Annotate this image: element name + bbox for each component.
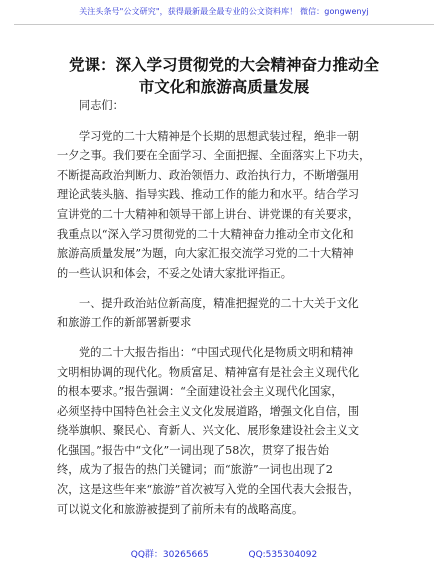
text-line: 可以说文化和旅游被提到了前所未有的战略高度。: [57, 502, 304, 516]
text-line: 不断提高政治判断力、政治领悟力、政治执行力，不断增强用: [57, 168, 360, 182]
text-line: 的根本要求。”报告强调：“全面建设社会主义现代化国家，: [57, 385, 343, 399]
salutation: 同志们：: [79, 99, 124, 112]
promo-header: 关注头条号"公文研究"，获得最新最全最专业的公文资料库！ 微信：gongwenyj: [79, 7, 369, 16]
text-line: 终，成为了报告的热门关键词；而“旅游”一词也出现了2: [57, 463, 333, 477]
text-line: 次，这是这些年来“旅游”首次被写入党的全国代表大会报告，: [57, 483, 360, 497]
text-line: 和旅游工作的新部署新要求: [57, 316, 192, 330]
text-line: 旅游高质量发展”为题，向大家汇报交流学习党的二十大精神: [57, 247, 354, 261]
text-line: 一夕之事。我们要在全面学习、全面把握、全面落实上下功夫，: [57, 149, 371, 163]
text-line: 党的二十大报告指出：“中国式现代化是物质文明和精神: [79, 345, 354, 359]
paragraph-report: [57, 343, 393, 519]
paragraph-intro: [57, 127, 393, 284]
text-line: 绕举旗帜、聚民心、育新人、兴文化、展形象建设社会主义文: [57, 424, 360, 438]
document-title: [30, 54, 418, 98]
header-divider: [14, 24, 434, 25]
text-line: 必须坚持中国特色社会主义文化发展道路，增强文化自信，围: [57, 404, 360, 418]
text-line: 化强国。”报告中“文化”一词出现了58次，贯穿了报告始: [57, 443, 329, 457]
text-line: 学习党的二十大精神是个长期的思想武装过程，绝非一朝: [79, 129, 359, 143]
contact-footer: [0, 547, 448, 560]
text-line: 的一些认识和体会，不妥之处请大家批评指正。: [57, 266, 292, 280]
title-line-1: 党课：深入学习贯彻党的大会精神奋力推动全: [68, 56, 379, 74]
title-line-2: 市文化和旅游高质量发展: [138, 78, 310, 96]
document-body: [57, 96, 393, 529]
text-line: 理论武装头脑、指导实践、推动工作的能力和水平。结合学习: [57, 188, 360, 202]
qq-group-text: QQ群：30265665: [130, 550, 209, 560]
text-line: 我重点以“深入学习贯彻党的二十大精神奋力推动全市文化和: [57, 227, 354, 241]
text-line: 文明相协调的现代化。物质富足、精神富有是社会主义现代化: [57, 365, 360, 379]
section-heading-1: [57, 294, 393, 333]
qq-text: QQ:535304092: [248, 550, 318, 560]
text-line: 宣讲党的二十大精神和领导干部上讲台、讲党课的有关要求，: [57, 207, 360, 221]
text-line: 一、提升政治站位新高度，精准把握党的二十大关于文化: [79, 296, 359, 310]
